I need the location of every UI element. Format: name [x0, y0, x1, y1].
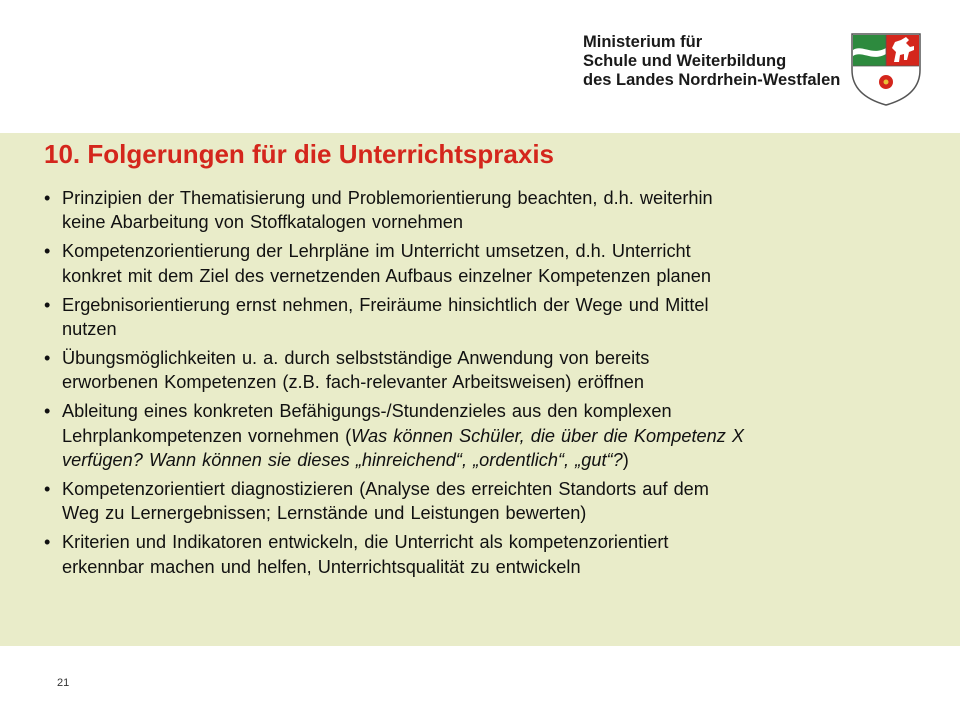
bullet-line: Kriterien und Indikatoren entwickeln, die Unterricht als kompetenzorientiert — [62, 532, 669, 553]
bullet-line: Übungsmöglichkeiten u. a. durch selbstständige Anwendung von bereits — [62, 347, 650, 368]
page-number: 21 — [57, 677, 70, 689]
bullet-line: keine Abarbeitung von Stoffkatalogen vornehmen — [62, 212, 464, 233]
bullet-line: Ableitung eines konkreten Befähigungs-/Stundenzieles aus den komplexen — [62, 401, 672, 422]
list-item — [44, 399, 954, 472]
bullet-icon: • — [44, 401, 51, 422]
bullet-line: Prinzipien der Thematisierung und Problemorientierung beachten, d.h. weiterhin — [62, 188, 713, 208]
bullet-line — [62, 448, 954, 472]
bullet-text: ) — [622, 450, 629, 471]
bullet-text: Lehrplankompetenzen vornehmen ( — [62, 425, 352, 446]
bullet-line: Ergebnisorientierung ernst nehmen, Freiräume hinsichtlich der Wege und Mittel — [62, 294, 709, 315]
bullet-icon: • — [44, 532, 51, 553]
bullet-line: Weg zu Lernergebnissen; Lernstände und Leistungen bewerten) — [62, 503, 587, 524]
nrw-coat-of-arms-icon — [846, 30, 926, 106]
list-item — [44, 530, 954, 579]
bullet-line — [62, 424, 954, 448]
bullet-line: Kompetenzorientierung der Lehrpläne im Unterricht umsetzen, d.h. Unterricht — [62, 241, 691, 262]
bullet-list — [44, 186, 954, 584]
bullet-line: erkennbar machen und helfen, Unterrichtsqualität zu entwickeln — [62, 556, 581, 577]
list-item — [44, 477, 954, 526]
bullet-icon: • — [44, 347, 51, 368]
list-item — [44, 346, 954, 395]
bullet-text-italic: Was können Schüler, die über die Kompetenz X — [351, 425, 745, 446]
list-item — [44, 186, 954, 235]
list-item — [44, 293, 954, 342]
slide-title: 10. Folgerungen für die Unterrichtspraxis — [44, 139, 554, 169]
bullet-icon: • — [44, 188, 51, 208]
bullet-icon: • — [44, 294, 51, 315]
bullet-text-italic: verfügen? Wann können sie dieses „hinreichend“, „ordentlich“, „gut“? — [62, 450, 623, 471]
ministry-name — [583, 33, 840, 90]
bullet-line: erworbenen Kompetenzen (z.B. fach-relevanter Arbeitsweisen) eröffnen — [62, 372, 644, 393]
bullet-icon: • — [44, 478, 51, 499]
ministry-line-2: Schule und Weiterbildung — [583, 52, 787, 70]
ministry-line-3: des Landes Nordrhein-Westfalen — [583, 71, 841, 89]
bullet-icon: • — [44, 241, 51, 262]
bullet-line: nutzen — [62, 319, 117, 340]
bullet-line: Kompetenzorientiert diagnostizieren (Analyse des erreichten Standorts auf dem — [62, 478, 709, 499]
list-item — [44, 239, 954, 288]
bullet-line: konkret mit dem Ziel des vernetzenden Aufbaus einzelner Kompetenzen planen — [62, 265, 711, 286]
ministry-line-1: Ministerium für — [583, 33, 703, 51]
